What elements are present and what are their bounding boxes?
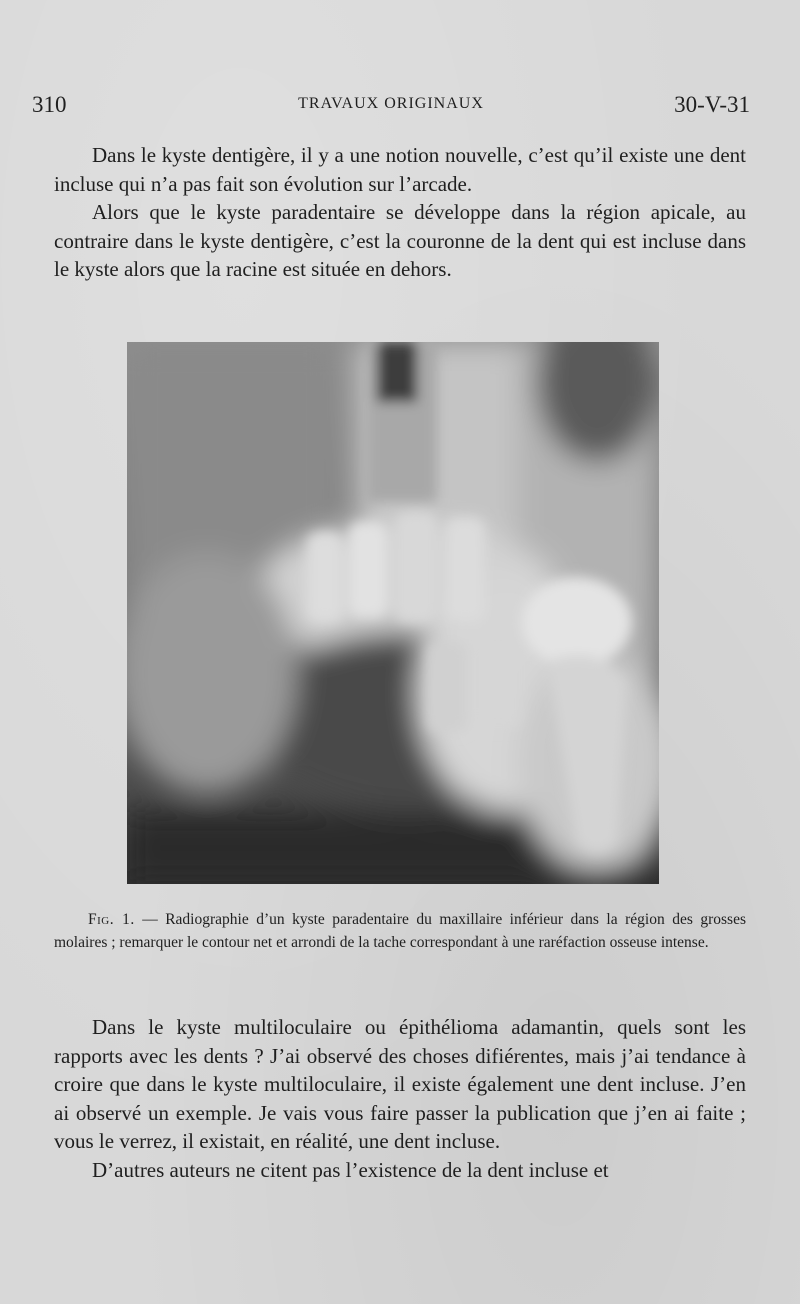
paragraph: Dans le kyste multiloculaire ou épithélioma adamantin, quels sont les rapports avec les dents ? J’ai observé des choses difiérentes, mais j’ai tendance à croire que dans le kyste multiloculaire, il existe également une dent incluse. J’en ai observé un exemple. Je vais vous faire passer la publication que j’en ai faite ; vous le verrez, il existait, en réalité, une dent incluse. [54,1015,746,1153]
figure-label: Fig. 1. [88,911,135,928]
body-text-bottom [54,1013,746,1184]
paragraph: D’autres auteurs ne citent pas l’existence de la dent incluse et [92,1157,609,1182]
page-number: 310 [32,92,67,117]
section-title: TRAVAUX ORIGINAUX [298,95,484,112]
paragraph: Dans le kyste dentigère, il y a une notion nouvelle, c’est qu’il existe une dent incluse qui n’a pas fait son évolution sur l’arcade. [54,143,746,196]
paragraph: Alors que le kyste paradentaire se développe dans la région apicale, au contraire dans le kyste dentigère, c’est la couronne de la dent qui est incluse dans le kyste alors que la racine est située en dehors. [54,200,746,281]
running-head [32,92,750,122]
radiograph-figure [127,342,659,884]
figure-caption [54,908,746,954]
issue-date: 30-V-31 [674,92,750,117]
radiograph-image [127,342,659,884]
body-text-top [54,141,746,284]
caption-text: — Radiographie d’un kyste paradentaire du maxillaire inférieur dans la région des grosses molaires ; remarquer le contour net et arrondi de la tache correspondant à une raréfaction osseuse intense. [54,911,746,951]
